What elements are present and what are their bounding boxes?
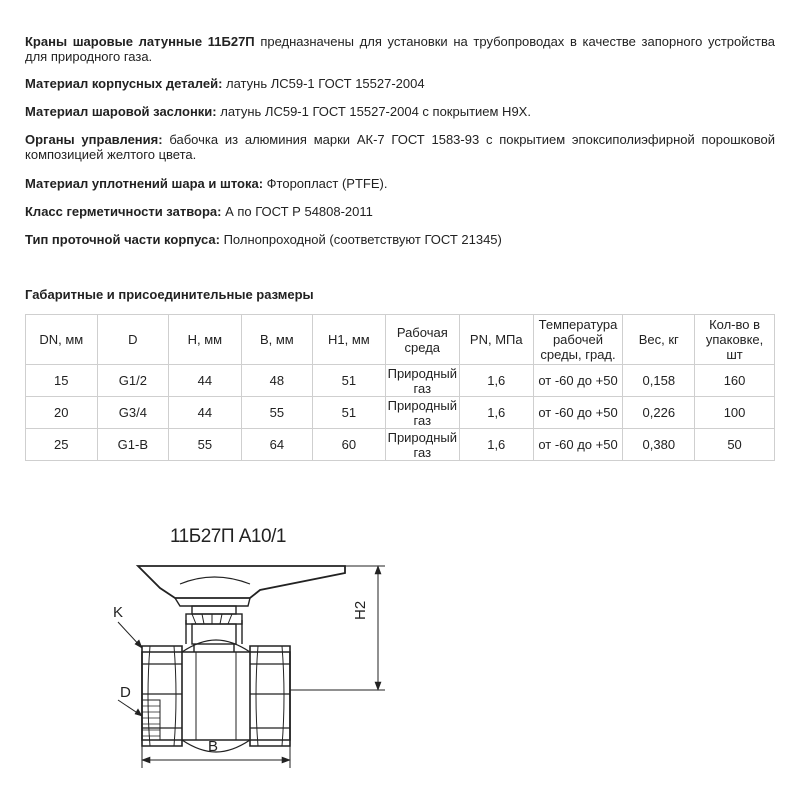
table-cell: 51 xyxy=(313,397,386,429)
ball-material-bold: Материал шаровой заслонки: xyxy=(25,104,217,119)
seals-bold: Материал уплотнений шара и штока: xyxy=(25,176,264,191)
table-cell: 64 xyxy=(241,429,312,461)
label-h2: H2 xyxy=(352,600,369,620)
table-cell: 0,226 xyxy=(623,397,695,429)
controls-text: бабочка из алюминия марки АК-7 ГОСТ 1583-93 с покрытием эпоксиполиэфирной порошковой композицией желтого цвета. xyxy=(25,132,775,162)
table-cell: 44 xyxy=(169,365,241,397)
tightness-text: А по ГОСТ Р 54808-2011 xyxy=(221,204,373,219)
body-material-bold: Материал корпусных деталей: xyxy=(25,76,223,91)
header-cell: Рабочая среда xyxy=(385,315,459,365)
table-cell: 15 xyxy=(26,365,98,397)
header-cell: D xyxy=(97,315,169,365)
flow-type-bold: Тип проточной части корпуса: xyxy=(25,232,220,247)
seals-text: Фторопласт (PTFE). xyxy=(263,176,388,191)
table-cell: 48 xyxy=(241,365,312,397)
drawing-model-label: 11Б27П А10/1 xyxy=(170,526,286,547)
controls-bold: Органы управления: xyxy=(25,132,163,147)
table-cell: 0,380 xyxy=(623,429,695,461)
table-cell: Природный газ xyxy=(385,365,459,397)
table-cell: от -60 до +50 xyxy=(533,365,623,397)
header-cell: H1, мм xyxy=(313,315,386,365)
label-b: B xyxy=(208,738,219,755)
table-cell: 100 xyxy=(695,397,775,429)
flow-type-text: Полнопроходной (соответствуют ГОСТ 21345) xyxy=(219,232,502,247)
table-cell: G3/4 xyxy=(97,397,169,429)
ball-material-text: латунь ЛС59-1 ГОСТ 15527-2004 с покрытием Н9Х. xyxy=(216,104,531,119)
body-material-text: латунь ЛС59-1 ГОСТ 15527-2004 xyxy=(222,76,425,91)
intro-bold: Краны шаровые латунные 11Б27П xyxy=(25,34,255,49)
tightness-bold: Класс герметичности затвора: xyxy=(25,204,222,219)
table-cell: 51 xyxy=(313,365,386,397)
table-cell: 50 xyxy=(695,429,775,461)
label-d: D xyxy=(120,684,131,701)
table-cell: 60 xyxy=(313,429,386,461)
table-cell: 0,158 xyxy=(623,365,695,397)
header-cell: Вес, кг xyxy=(623,315,695,365)
header-cell: DN, мм xyxy=(26,315,98,365)
table-cell: 1,6 xyxy=(459,429,533,461)
table-cell: 44 xyxy=(169,397,241,429)
label-k: K xyxy=(113,604,124,621)
table-cell: Природный газ xyxy=(385,397,459,429)
table-cell: 1,6 xyxy=(459,397,533,429)
table-cell: Природный газ xyxy=(385,429,459,461)
header-cell: PN, МПа xyxy=(459,315,533,365)
table-cell: 55 xyxy=(241,397,312,429)
table-cell: 55 xyxy=(169,429,241,461)
table-cell: 1,6 xyxy=(459,365,533,397)
table-cell: 20 xyxy=(26,397,98,429)
table-cell: 25 xyxy=(26,429,98,461)
intro-text: предназначены для установки на трубопроводах в качестве запорного устройства для природного газа. xyxy=(25,34,775,64)
table-cell: G1/2 xyxy=(97,365,169,397)
table-cell: G1-B xyxy=(97,429,169,461)
header-cell: H, мм xyxy=(169,315,241,365)
header-cell: B, мм xyxy=(241,315,312,365)
table-cell: 160 xyxy=(695,365,775,397)
table-title: Габаритные и присоединительные размеры xyxy=(25,287,314,302)
table-cell: от -60 до +50 xyxy=(533,397,623,429)
table-cell: от -60 до +50 xyxy=(533,429,623,461)
header-cell: Кол-во в упаковке, шт xyxy=(695,315,775,365)
header-cell: Температура рабочей среды, град. xyxy=(533,315,623,365)
